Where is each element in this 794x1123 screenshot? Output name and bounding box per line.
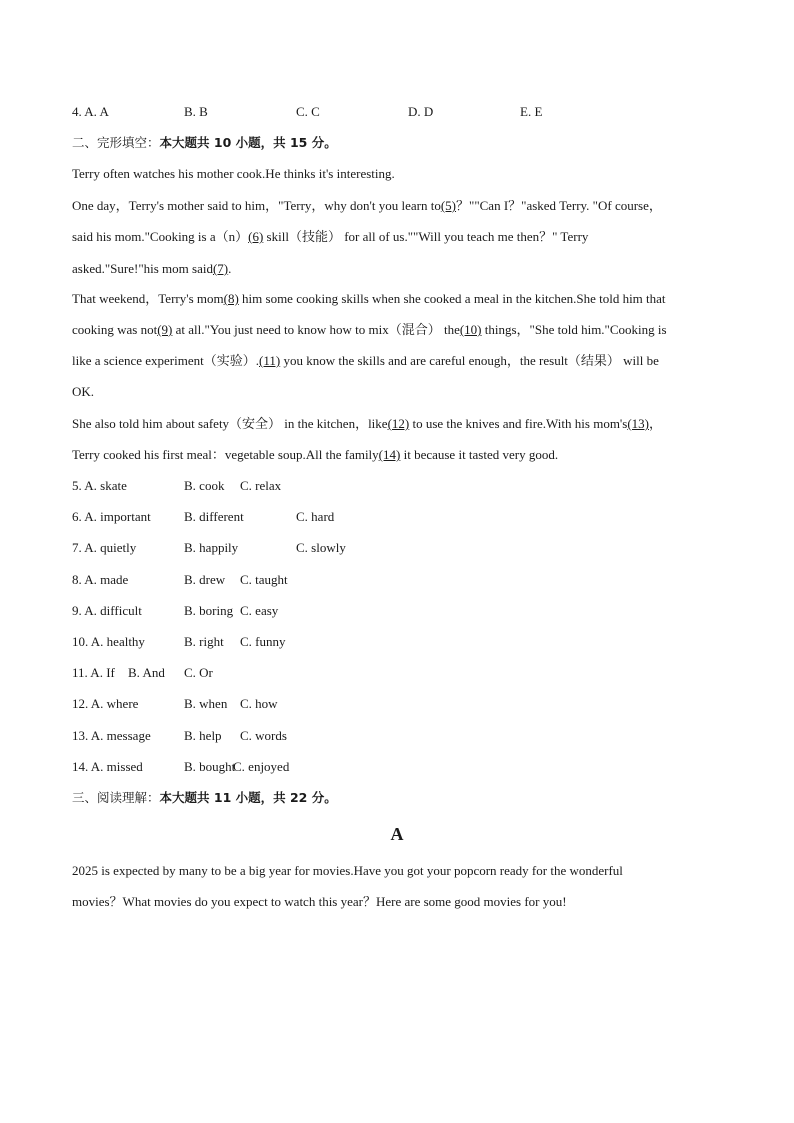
- q4-option-e: E. E: [520, 104, 543, 119]
- q6-option-b: B. different: [184, 509, 244, 524]
- blank-12: (12): [387, 416, 410, 431]
- blank-14: (14): [378, 447, 401, 462]
- q11-option-a: 11. A. If: [72, 665, 115, 680]
- passage-text: things，"She told him."Cooking is: [481, 322, 667, 337]
- q14-option-c: C. enjoyed: [233, 759, 290, 774]
- passage-text: like a science experiment（实验）.: [72, 353, 259, 368]
- q12-option-a: 12. A. where: [72, 696, 139, 711]
- passage-text: you know the skills and are careful enough，the result（结果） will be: [280, 353, 659, 368]
- blank-7: (7): [212, 261, 229, 276]
- passage-text: That weekend，Terry's mom: [72, 291, 224, 306]
- q13-option-a: 13. A. message: [72, 728, 151, 743]
- q7-option-a: 7. A. quietly: [72, 540, 137, 555]
- q9-option-b: B. boring: [184, 603, 234, 618]
- passage-line-8: OK.: [72, 384, 95, 399]
- q4-option-d: D. D: [408, 104, 434, 119]
- passage-text: ，: [649, 416, 663, 431]
- q10-option-a: 10. A. healthy: [72, 634, 145, 649]
- reading-title: A: [390, 824, 404, 844]
- blank-11: (11): [259, 353, 281, 368]
- passage-line-3: [72, 229, 588, 245]
- passage-text: cooking was not: [72, 322, 158, 337]
- section-cloze-heading: [72, 135, 337, 151]
- section-reading-label: 三、阅读理解：: [72, 790, 160, 805]
- blank-5: (5): [440, 198, 457, 213]
- q6-option-a: 6. A. important: [72, 509, 151, 524]
- q4-option-b: B. B: [184, 104, 208, 119]
- q6-option-c: C. hard: [296, 509, 335, 524]
- q14-option-a: 14. A. missed: [72, 759, 143, 774]
- passage-text: it because it tasted very good.: [400, 447, 559, 462]
- q9-option-a: 9. A. difficult: [72, 603, 142, 618]
- blank-10: (10): [459, 322, 482, 337]
- q12-option-c: C. how: [240, 696, 278, 711]
- section-reading-info: 本大题共 11 小题，共 22 分。: [159, 790, 337, 805]
- reading-line-1: 2025 is expected by many to be a big year for movies.Have you got your popcorn ready for the wonderful: [72, 863, 623, 878]
- passage-line-6: [72, 322, 667, 338]
- passage-line-5: [72, 291, 666, 307]
- q5-option-c: C. relax: [240, 478, 282, 493]
- q5-option-b: B. cook: [184, 478, 225, 493]
- passage-text: said his mom."Cooking is a（n）: [72, 229, 249, 244]
- q5-option-a: 5. A. skate: [72, 478, 127, 493]
- reading-line-2: movies？What movies do you expect to watch this year？Here are some good movies for you!: [72, 894, 567, 909]
- passage-line-2: [72, 198, 662, 214]
- passage-text: .: [228, 261, 232, 276]
- q13-option-c: C. words: [240, 728, 287, 743]
- q11-option-b: B. And: [128, 665, 165, 680]
- blank-9: (9): [157, 322, 173, 337]
- section-cloze-label: 二、完形填空：: [72, 135, 160, 150]
- passage-text: to use the knives and fire.With his mom's: [409, 416, 628, 431]
- passage-text: She also told him about safety（安全） in the kitchen，like: [72, 416, 388, 431]
- passage-line-10: [72, 447, 558, 463]
- q8-option-a: 8. A. made: [72, 572, 129, 587]
- q7-option-b: B. happily: [184, 540, 239, 555]
- q9-option-c: C. easy: [240, 603, 279, 618]
- passage-text: at all."You just need to know how to mix（混合） the: [172, 322, 460, 337]
- q14-option-b: B. bought: [184, 759, 236, 774]
- blank-8: (8): [223, 291, 239, 306]
- passage-text: skill（技能） for all of us.""Will you teach me then？" Terry: [263, 229, 589, 244]
- q12-option-b: B. when: [184, 696, 228, 711]
- passage-text: him some cooking skills when she cooked a meal in the kitchen.She told him that: [238, 291, 666, 306]
- q4-option-a: 4. A. A: [72, 104, 109, 119]
- blank-13: (13): [627, 416, 649, 431]
- q10-option-b: B. right: [184, 634, 224, 649]
- q11-option-c: C. Or: [184, 665, 213, 680]
- passage-text: asked."Sure!"his mom said: [72, 261, 213, 276]
- q13-option-b: B. help: [184, 728, 222, 743]
- blank-6: (6): [248, 229, 264, 244]
- section-cloze-info: 本大题共 10 小题，共 15 分。: [159, 135, 337, 150]
- q8-option-c: C. taught: [240, 572, 288, 587]
- passage-text: Terry cooked his first meal：vegetable soup.All the family: [72, 447, 379, 462]
- q8-option-b: B. drew: [184, 572, 226, 587]
- passage-line-7: [72, 353, 659, 369]
- q10-option-c: C. funny: [240, 634, 286, 649]
- passage-line-4: [72, 261, 231, 277]
- passage-line-1: Terry often watches his mother cook.He thinks it's interesting.: [72, 166, 395, 181]
- q7-option-c: C. slowly: [296, 540, 346, 555]
- passage-line-9: [72, 416, 662, 432]
- section-reading-heading: [72, 790, 337, 806]
- passage-text: ？""Can I？"asked Terry. "Of course，: [456, 198, 662, 213]
- passage-text: One day，Terry's mother said to him，"Terry，why don't you learn to: [72, 198, 441, 213]
- q4-option-c: C. C: [296, 104, 320, 119]
